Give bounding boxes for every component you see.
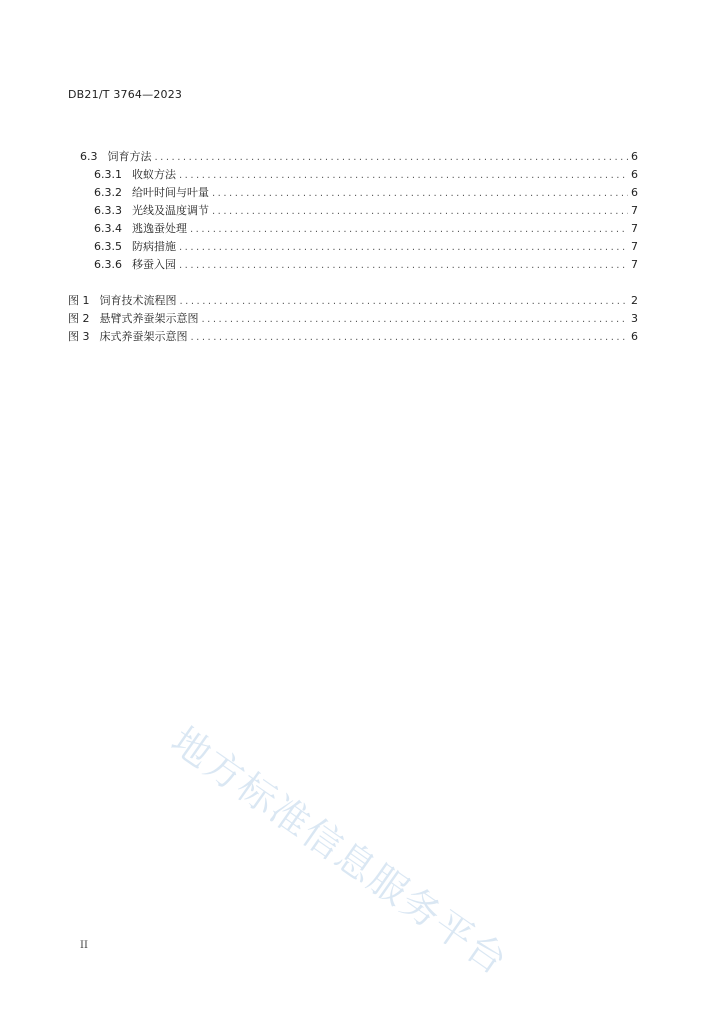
toc-entry-number: 6.3.5	[94, 240, 122, 253]
figure-title: 床式养蚕架示意图	[99, 330, 188, 343]
toc-entry-number: 6.3.6	[94, 258, 122, 271]
toc-entry-page: 6	[631, 186, 638, 199]
toc-entry-page: 7	[631, 204, 638, 217]
figure-title: 饲育技术流程图	[99, 294, 177, 307]
toc-entry-page: 7	[631, 258, 638, 271]
toc-entry-6-3-2[interactable]	[68, 184, 638, 202]
toc-entry-6-3-1[interactable]	[68, 166, 638, 184]
dot-leader	[179, 167, 628, 185]
toc-entry-title: 给叶时间与叶量	[132, 186, 209, 199]
toc-entry-title: 光线及温度调节	[132, 204, 209, 217]
dot-leader	[190, 221, 628, 239]
figure-number: 图 1	[68, 294, 90, 307]
toc-entry-title: 防病措施	[132, 240, 176, 253]
dot-leader	[179, 257, 628, 275]
figure-number: 图 3	[68, 330, 90, 343]
toc-entry-title: 收蚁方法	[132, 168, 176, 181]
toc-entry-title: 逃逸蚕处理	[132, 222, 187, 235]
figure-page: 6	[631, 330, 638, 343]
toc-entry-page: 7	[631, 222, 638, 235]
watermark: 地方标准信息服务平台	[163, 718, 517, 984]
toc-entry-page: 6	[631, 168, 638, 181]
toc-entry-number: 6.3.2	[94, 186, 122, 199]
dot-leader	[212, 203, 628, 221]
toc-entry-6-3[interactable]	[68, 148, 638, 166]
dot-leader	[180, 293, 629, 311]
toc-entry-number: 6.3.1	[94, 168, 122, 181]
dot-leader	[191, 329, 629, 347]
figure-page: 3	[631, 312, 638, 325]
figure-entry-2[interactable]	[68, 310, 638, 328]
toc-entry-title: 移蚕入园	[132, 258, 176, 271]
dot-leader	[179, 239, 628, 257]
figure-title: 悬臂式养蚕架示意图	[99, 312, 199, 325]
toc-entry-6-3-3[interactable]	[68, 202, 638, 220]
dot-leader	[212, 185, 628, 203]
toc-entry-page: 7	[631, 240, 638, 253]
dot-leader	[155, 149, 629, 167]
document-id: DB21/T 3764—2023	[68, 88, 183, 101]
toc-entry-page: 6	[631, 150, 638, 163]
toc-entry-number: 6.3	[80, 150, 98, 163]
toc-entry-number: 6.3.4	[94, 222, 122, 235]
toc-entry-6-3-4[interactable]	[68, 220, 638, 238]
figure-page: 2	[631, 294, 638, 307]
toc-entry-number: 6.3.3	[94, 204, 122, 217]
toc-entry-title: 饲育方法	[107, 150, 152, 163]
figure-entry-3[interactable]	[68, 328, 638, 346]
toc-entry-6-3-6[interactable]	[68, 256, 638, 274]
page-number: II	[80, 940, 88, 951]
figure-entry-1[interactable]	[68, 292, 638, 310]
dot-leader	[202, 311, 629, 329]
figure-number: 图 2	[68, 312, 90, 325]
toc-entry-6-3-5[interactable]	[68, 238, 638, 256]
